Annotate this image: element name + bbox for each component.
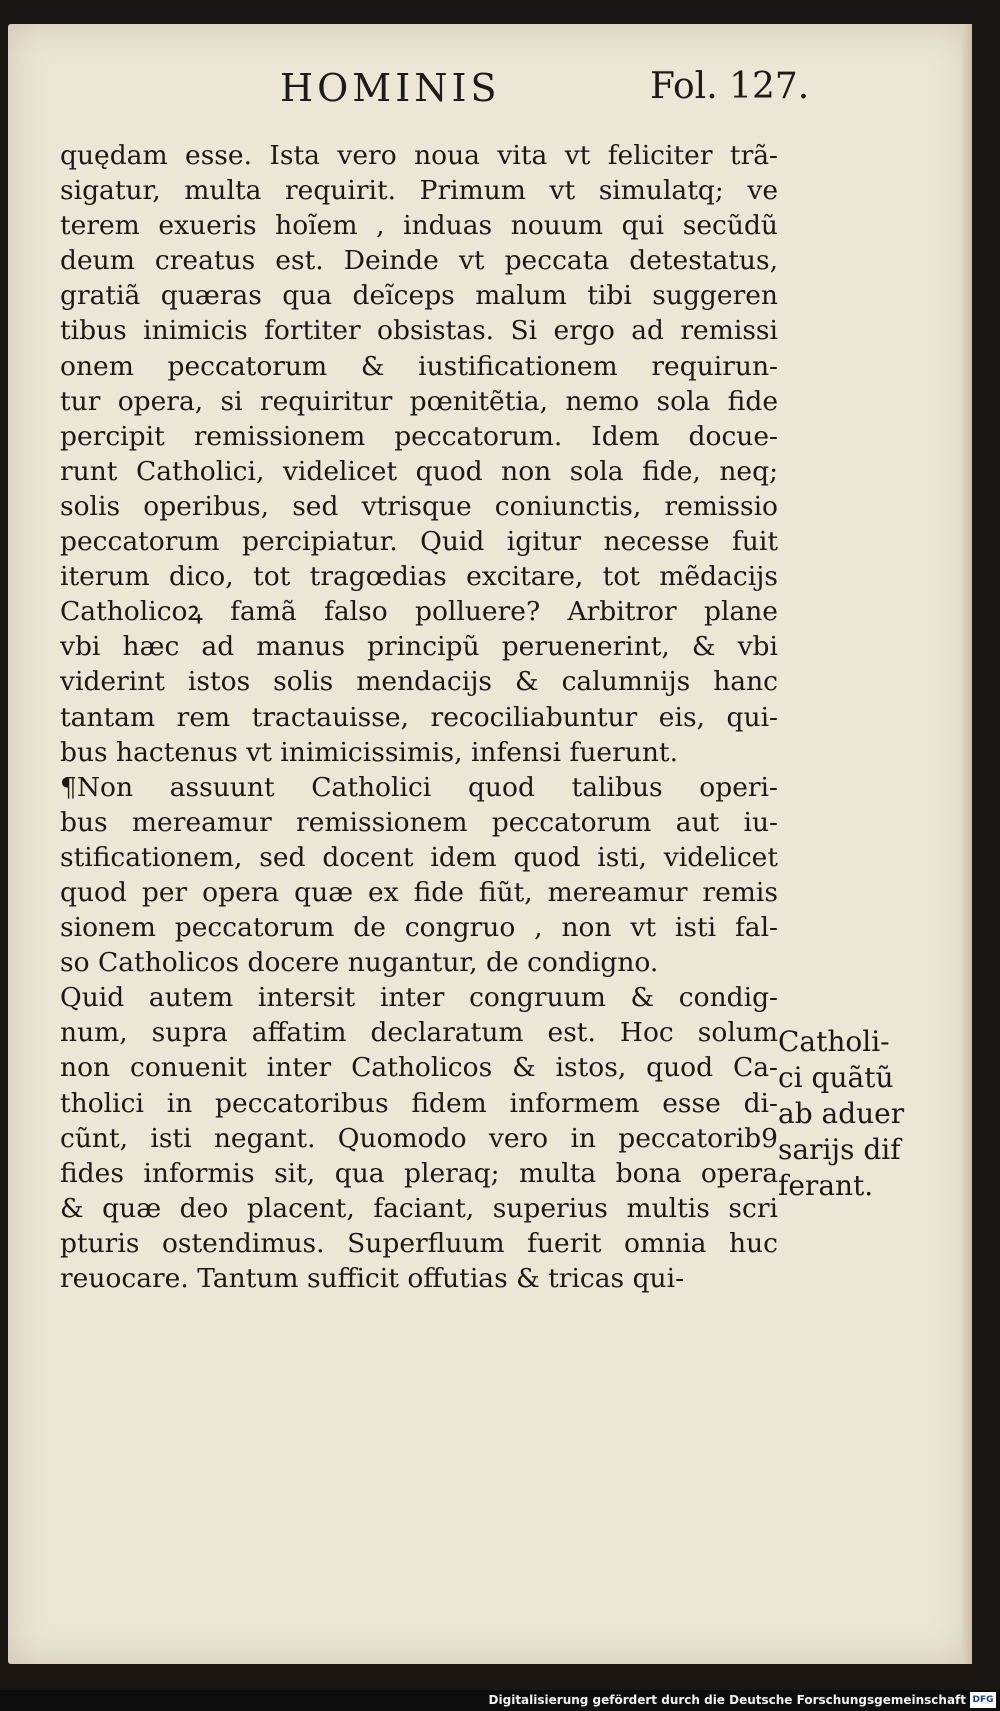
- running-head: HOMINIS: [280, 66, 501, 110]
- text-line: tibus inimicis fortiter obsistas. Si ergo ad remissi: [60, 315, 778, 347]
- text-line: gratiã quæras qua deĩceps malum tibi suggeren: [60, 280, 778, 312]
- text-line: iterum dico, tot tragœdias excitare, tot mẽdacijs: [60, 561, 778, 593]
- text-line: non conuenit inter Catholicos & istos, quod Ca-: [60, 1052, 778, 1084]
- text-line: tur opera, si requiritur pœnitẽtia, nemo sola fide: [60, 385, 778, 417]
- text-line: so Catholicos docere nugantur, de condigno.: [60, 947, 659, 979]
- text-line: bus hactenus vt inimicissimis, infensi fuerunt.: [60, 736, 678, 768]
- body-text: [60, 138, 778, 1296]
- text-line: quod per opera quæ ex fide fiũt, mereamur remis: [60, 876, 778, 908]
- text-line: tholici in peccatoribus fidem informem esse di-: [60, 1087, 778, 1119]
- text-line: onem peccatorum & iustificationem requirun-: [60, 350, 778, 382]
- page-edge: [962, 24, 972, 1664]
- text-line: terem exueris hoĩem , induas nouum qui secũdũ: [60, 210, 778, 242]
- text-line: Quid autem intersit inter congruum & condig-: [60, 982, 778, 1014]
- text-line: percipit remissionem peccatorum. Idem docue-: [60, 420, 778, 452]
- margin-note-line: sarijs dif: [778, 1133, 901, 1166]
- text-line: pturis ostendimus. Superfluum fuerit omnia huc: [60, 1227, 778, 1259]
- text-line: viderint istos solis mendacijs & calumnijs hanc: [60, 666, 778, 698]
- footer-credit: Digitalisierung gefördert durch die Deutsche Forschungsgemeinschaft: [488, 1693, 966, 1707]
- margin-note-line: ab aduer: [778, 1097, 905, 1130]
- text-line: num, supra affatim declaratum est. Hoc solum: [60, 1017, 778, 1049]
- margin-note-line: ci quãtũ: [778, 1061, 894, 1094]
- text-line: Catholicoꝝ famã falso polluere? Arbitror plane: [60, 596, 778, 628]
- text-line: sigatur, multa requirit. Primum vt simulatq; ve: [60, 175, 778, 207]
- text-line: bus mereamur remissionem peccatorum aut iu-: [60, 806, 778, 838]
- text-line: ¶Non assuunt Catholici quod talibus operi-: [60, 771, 778, 803]
- text-line: reuocare. Tantum sufficit offutias & tricas qui-: [60, 1263, 685, 1294]
- text-line: sionem peccatorum de congruo , non vt isti fal-: [60, 912, 778, 944]
- text-line: vbi hæc ad manus principũ peruenerint, & vbi: [60, 631, 778, 663]
- text-line: & quæ deo placent, faciant, superius multis scri: [60, 1192, 778, 1224]
- text-line: stificationem, sed docent idem quod isti, videlicet: [60, 841, 778, 873]
- text-line: solis operibus, sed vtrisque coniunctis, remissio: [60, 490, 778, 522]
- text-line: fides informis sit, qua pleraq; multa bona opera: [60, 1157, 778, 1189]
- text-line: quędam esse. Ista vero noua vita vt feliciter trã-: [60, 140, 778, 171]
- margin-note-line: ferant.: [778, 1169, 874, 1202]
- text-line: runt Catholici, videlicet quod non sola fide, neq;: [60, 455, 778, 487]
- marginal-note: [778, 1024, 928, 1204]
- text-line: peccatorum percipiatur. Quid igitur necesse fuit: [60, 526, 778, 558]
- text-line: deum creatus est. Deinde vt peccata detestatus,: [60, 245, 778, 277]
- margin-note-line: Catholi-: [778, 1025, 890, 1058]
- text-line: tantam rem tractauisse, recociliabuntur eis, qui-: [60, 701, 778, 733]
- dfg-logo: DFG: [970, 1692, 996, 1708]
- text-line: cũnt, isti negant. Quomodo vero in peccatorib9: [60, 1122, 778, 1154]
- folio-number: Fol. 127.: [650, 66, 810, 107]
